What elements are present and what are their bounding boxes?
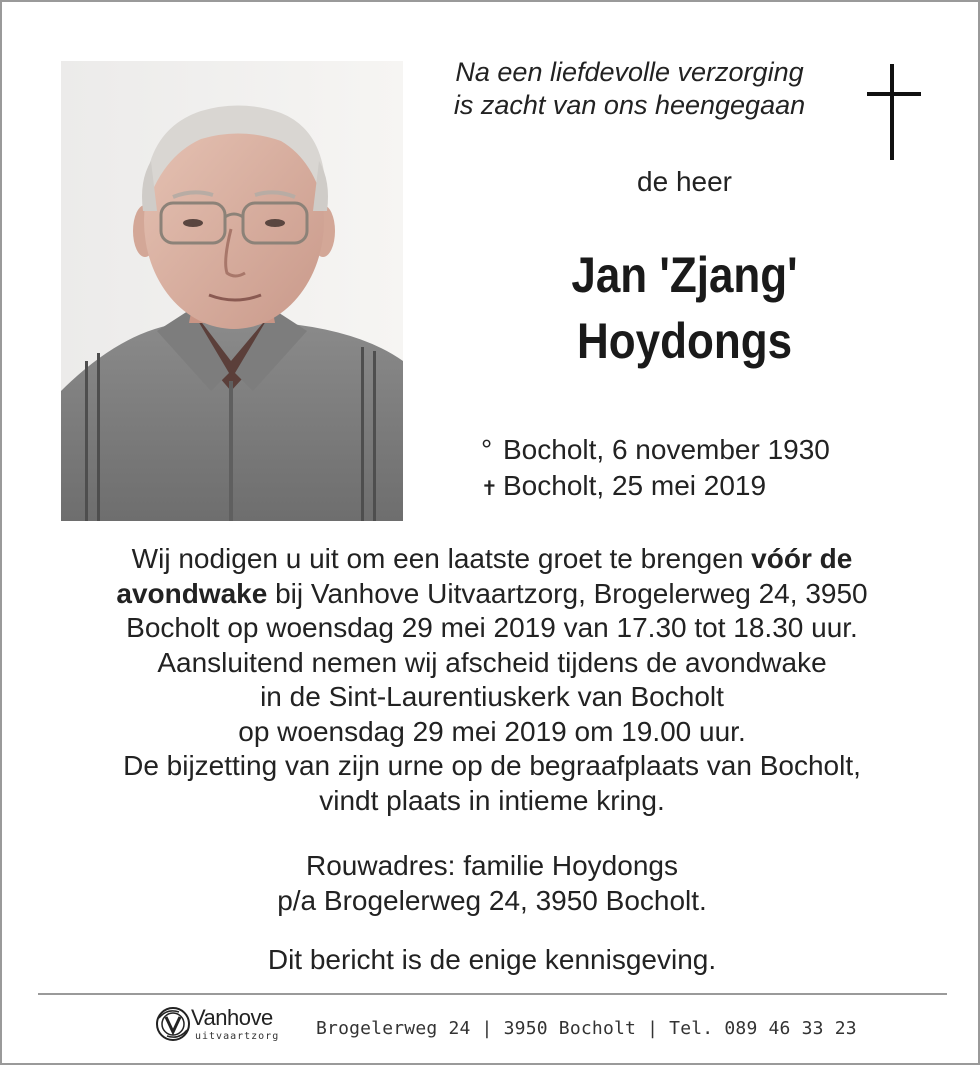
invitation-line-6: op woensdag 29 mei 2019 om 19.00 uur. <box>238 715 746 747</box>
death-line <box>481 468 941 507</box>
intro-text <box>402 56 857 122</box>
vanhove-logo <box>153 1004 313 1048</box>
mourning-address <box>42 848 942 918</box>
invitation-paragraph <box>42 542 942 646</box>
logo-name: Vanhove <box>191 1005 273 1030</box>
birth-symbol: ° <box>481 434 493 465</box>
latin-cross-icon <box>864 64 924 162</box>
death-date: Bocholt, 25 mei 2019 <box>503 470 767 501</box>
footer-divider <box>38 993 947 995</box>
life-dates <box>481 432 941 507</box>
birth-line <box>481 432 941 468</box>
invitation-line-8: vindt plaats in intieme kring. <box>319 784 665 816</box>
portrait-photo <box>61 61 403 521</box>
name-line-1: Jan 'Zjang' <box>571 247 798 303</box>
intro-line-2: is zacht van ons heengegaan <box>453 90 806 120</box>
invitation-intro: Wij nodigen u uit om een laatste groet te brengen <box>131 543 752 574</box>
birth-date: Bocholt, 6 november 1930 <box>503 434 830 465</box>
honorific: de heer <box>637 166 732 197</box>
vanhove-logo-icon <box>153 1004 193 1044</box>
footer-contact: Brogelerweg 24 | 3950 Bocholt | Tel. 089 46 33 23 <box>316 1018 857 1039</box>
intro-line-1: Na een liefdevolle verzorging <box>455 57 804 87</box>
invitation-text <box>42 542 942 818</box>
deceased-name <box>436 242 933 374</box>
address-line-2: p/a Brogelerweg 24, 3950 Bocholt. <box>277 885 707 916</box>
death-symbol: ✝ <box>481 478 498 500</box>
logo-subtitle: uitvaartzorg <box>195 1031 280 1042</box>
notice-text: Dit bericht is de enige kennisgeving. <box>267 944 717 975</box>
address-line-1: Rouwadres: familie Hoydongs <box>306 850 678 881</box>
invitation-line-7: De bijzetting van zijn urne op de begraafplaats van Bocholt, <box>123 750 861 781</box>
invitation-bold: vóór de avondwake <box>116 543 853 609</box>
invitation-rest: bij Vanhove Uitvaartzorg, Brogelerweg 24, 3950 Bocholt op woensdag 29 mei 2019 van 17.30 tot 18.30 uur. <box>126 577 868 643</box>
invitation-line-4: Aansluitend nemen wij afscheid tijdens de avondwake <box>157 646 827 678</box>
name-line-2: Hoydongs <box>576 313 793 369</box>
invitation-line-5: in de Sint-Laurentiuskerk van Bocholt <box>260 681 724 712</box>
